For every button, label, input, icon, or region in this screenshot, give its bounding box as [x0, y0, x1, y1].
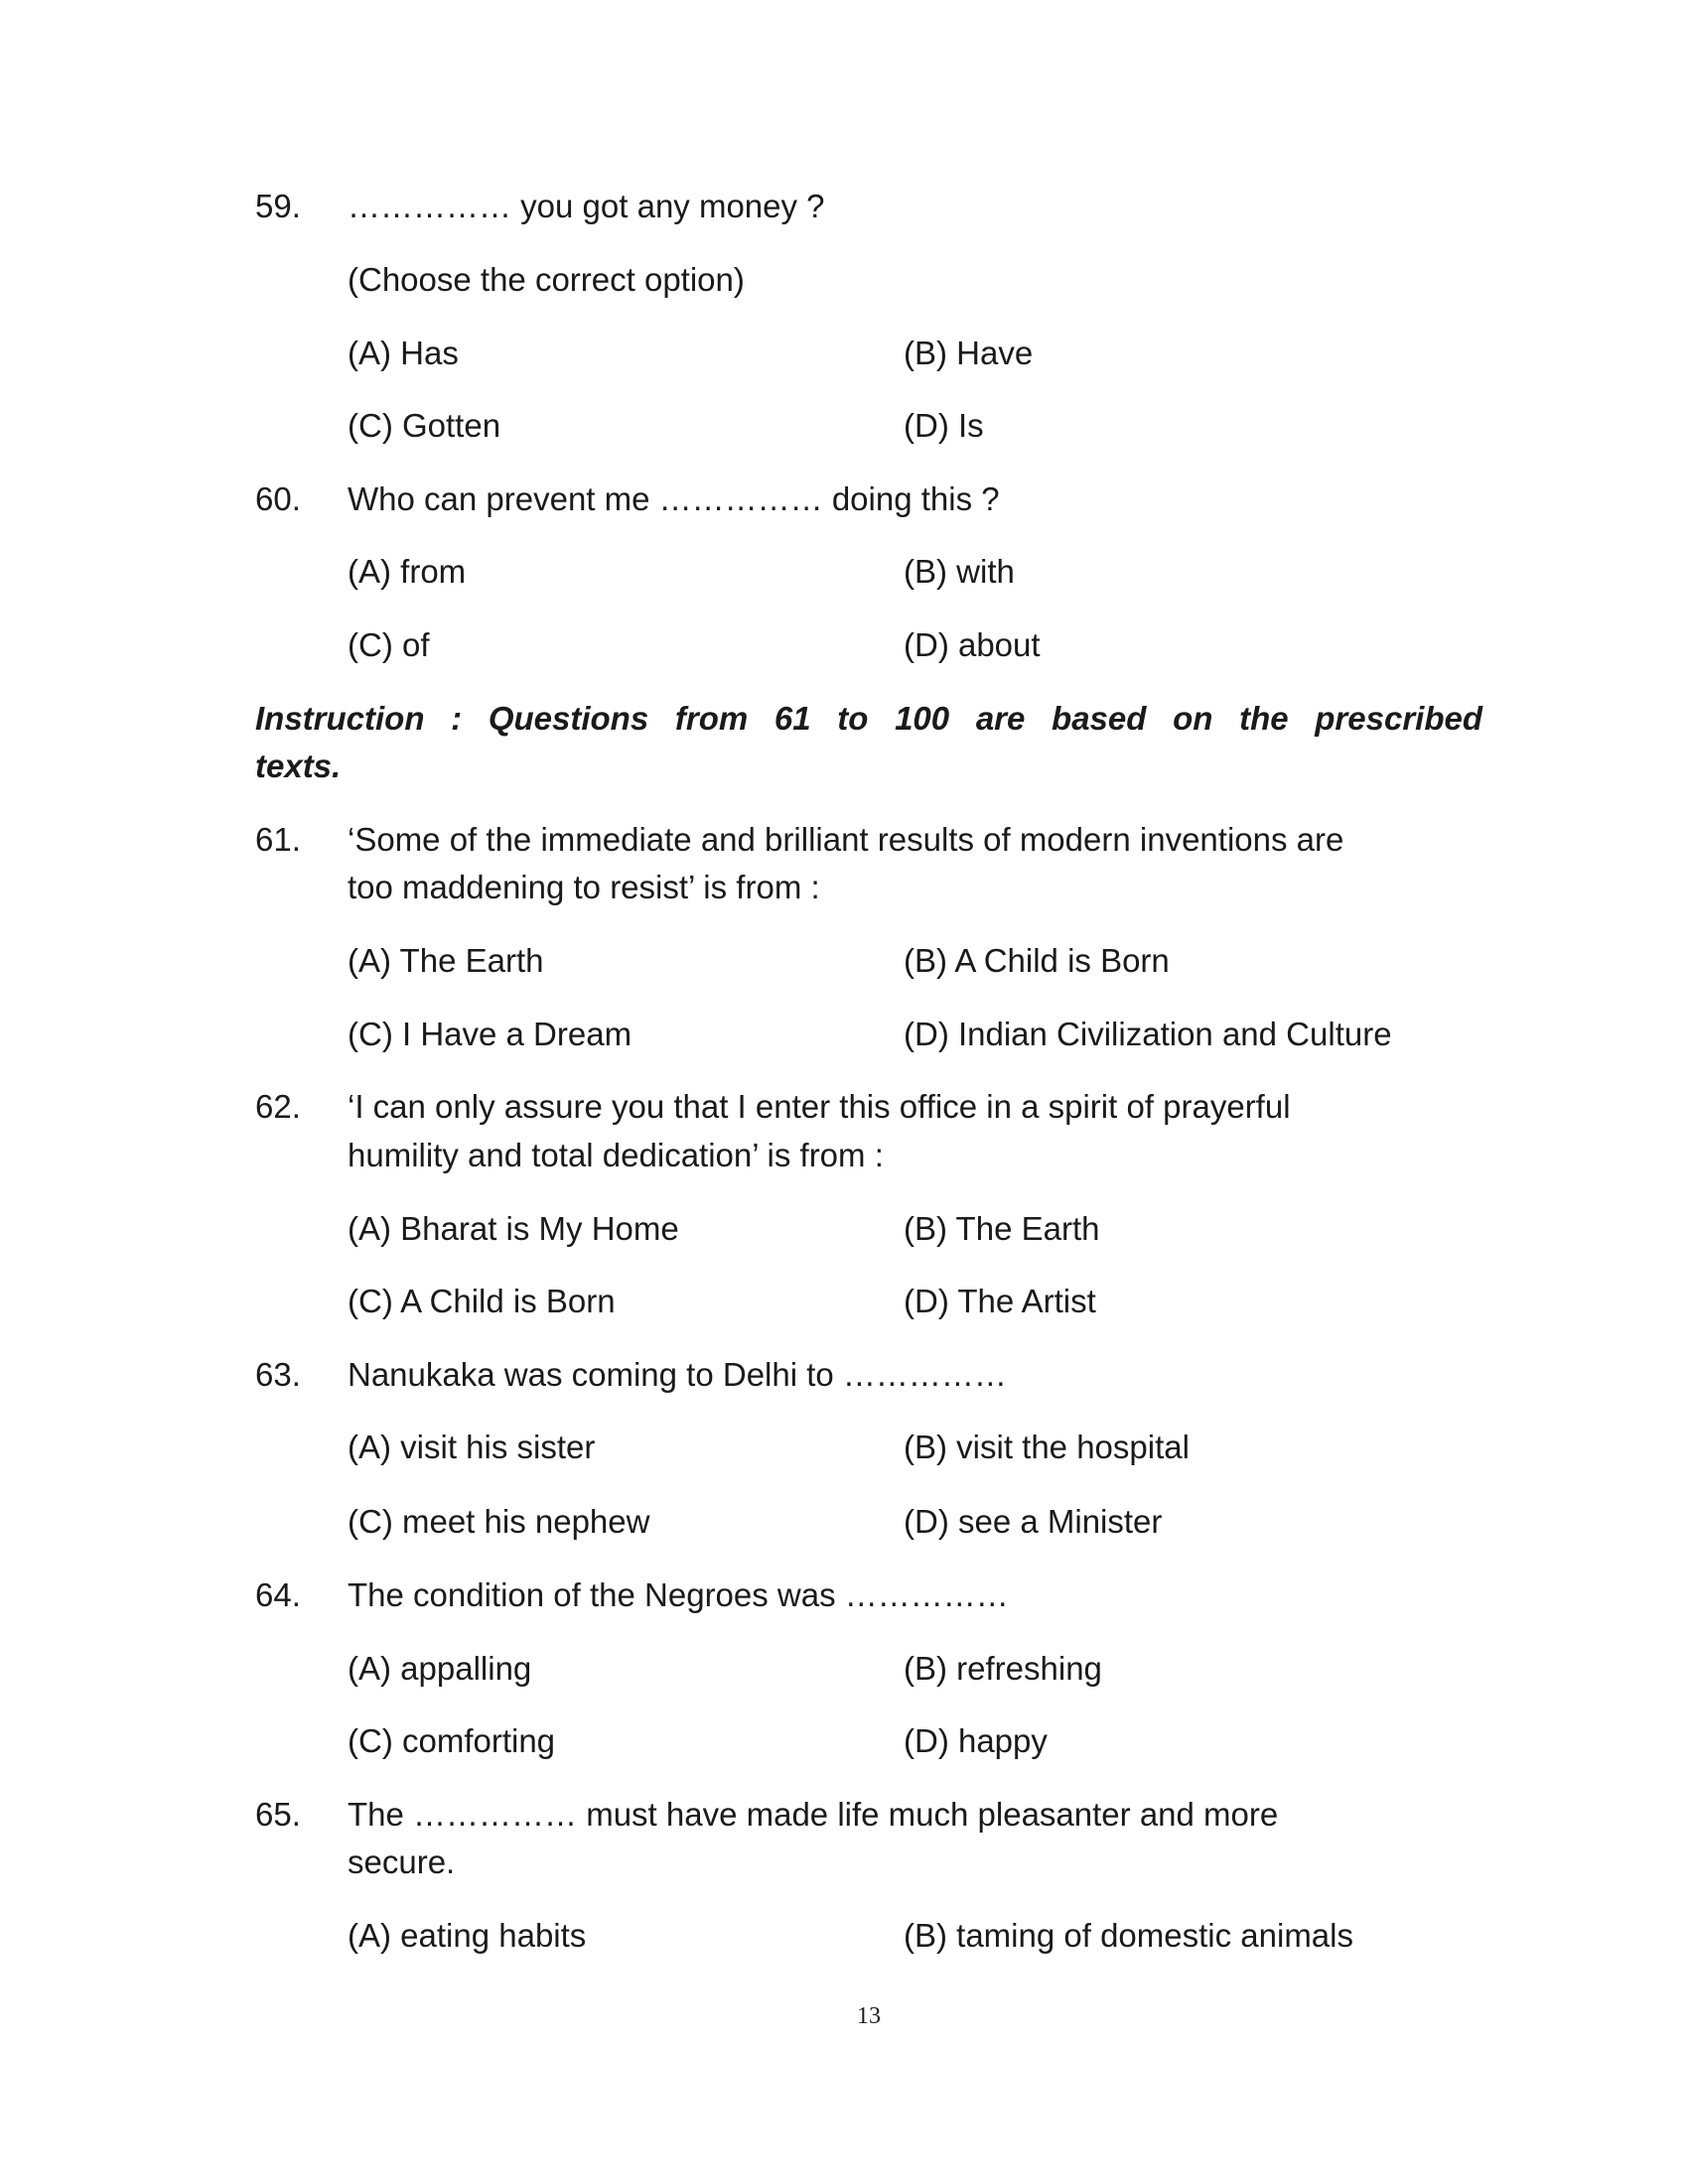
question-text: (Choose the correct option)	[348, 261, 745, 298]
question-text: ‘Some of the immediate and brilliant results of modern inventions are	[348, 821, 1344, 858]
page-number: 13	[857, 2003, 881, 2029]
question-number: 62.	[255, 1088, 301, 1125]
answer-option: (A) from	[348, 553, 467, 590]
question-text: Who can prevent me …………… doing this ?	[348, 480, 1000, 517]
question-text: secure.	[348, 1843, 456, 1880]
answer-option: (D) Indian Civilization and Culture	[904, 1016, 1392, 1052]
answer-option: (B) A Child is Born	[904, 942, 1170, 979]
answer-option: (D) Is	[904, 407, 984, 444]
question-number: 63.	[255, 1356, 301, 1393]
question-text: The …………… must have made life much pleasanter and more	[348, 1796, 1279, 1833]
question-number: 61.	[255, 821, 301, 858]
answer-option: (B) with	[904, 553, 1015, 590]
question-text: …………… you got any money ?	[348, 188, 825, 224]
answer-option: (D) The Artist	[904, 1283, 1096, 1319]
answer-option: (B) visit the hospital	[904, 1429, 1190, 1465]
answer-option: (A) The Earth	[348, 942, 544, 979]
question-text: The condition of the Negroes was ……………	[348, 1576, 1009, 1613]
answer-option: (B) The Earth	[904, 1210, 1100, 1247]
question-text: humility and total dedication’ is from :	[348, 1137, 884, 1173]
answer-option: (C) meet his nephew	[348, 1503, 650, 1540]
answer-option: (B) taming of domestic animals	[904, 1917, 1353, 1954]
answer-option: (D) about	[904, 626, 1041, 663]
answer-option: (A) appalling	[348, 1650, 532, 1687]
answer-option: (B) refreshing	[904, 1650, 1102, 1687]
question-text: ‘I can only assure you that I enter this office in a spirit of prayerful	[348, 1088, 1291, 1125]
question-number: 60.	[255, 480, 301, 517]
answer-option: (C) of	[348, 626, 430, 663]
answer-option: (A) Has	[348, 335, 459, 371]
question-text: Nanukaka was coming to Delhi to ……………	[348, 1356, 1007, 1393]
answer-option: (C) comforting	[348, 1722, 556, 1759]
answer-option: (C) Gotten	[348, 407, 501, 444]
answer-option: (D) happy	[904, 1722, 1048, 1759]
question-number: 59.	[255, 188, 301, 224]
question-number: 64.	[255, 1576, 301, 1613]
question-number: 65.	[255, 1796, 301, 1833]
question-text: too maddening to resist’ is from :	[348, 869, 820, 905]
answer-option: (A) visit his sister	[348, 1429, 596, 1465]
answer-option: (C) I Have a Dream	[348, 1016, 633, 1052]
answer-option: (C) A Child is Born	[348, 1283, 616, 1319]
answer-option: (A) Bharat is My Home	[348, 1210, 679, 1247]
answer-option: (A) eating habits	[348, 1917, 587, 1954]
instruction-line-1: Instruction : Questions from 61 to 100 are based on the prescribed	[255, 700, 1482, 737]
answer-option: (D) see a Minister	[904, 1503, 1163, 1540]
answer-option: (B) Have	[904, 335, 1034, 371]
instruction-line-2: texts.	[255, 748, 342, 784]
